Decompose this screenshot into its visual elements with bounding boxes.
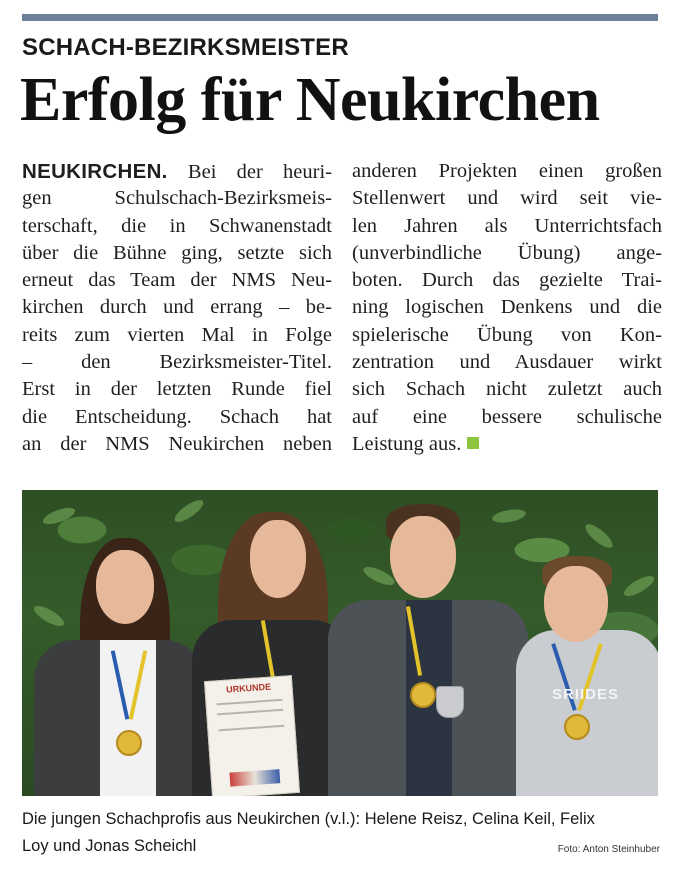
leaf [491, 507, 527, 525]
text-line: boten. Durch das gezielte Trai- [352, 269, 662, 292]
text-line: len Jahren als Unterrichtsfach [352, 214, 662, 237]
text-line: zentration und Ausdauer wirkt [352, 351, 662, 374]
face [544, 566, 608, 642]
text-line: kirchen durch und errang – be- [22, 296, 332, 319]
text-line: an der NMS Neukirchen neben [22, 432, 332, 455]
text-line: gen Schulschach-Bezirksmeis- [22, 187, 332, 210]
text-line: – den Bezirksmeister-Titel. [22, 351, 332, 374]
shirt-print: SRIIDES [552, 686, 620, 703]
article-column-1 [22, 158, 332, 458]
certificate-line [218, 725, 284, 732]
text-line: die Entscheidung. Schach hat [22, 405, 332, 428]
caption-line-2: Loy und Jonas Scheichl [22, 837, 197, 855]
text-fragment: Leistung aus. [352, 432, 462, 455]
face [96, 550, 154, 624]
certificate-flag [229, 769, 280, 786]
medal-icon [116, 730, 142, 756]
sweater [516, 630, 658, 796]
end-mark-icon [467, 437, 479, 449]
leaf [582, 520, 616, 551]
leaf [621, 572, 656, 599]
photo-credit: Foto: Anton Steinhuber [557, 844, 660, 855]
leaf [41, 505, 77, 528]
face [390, 516, 456, 598]
text-line: erneut das Team der NMS Neu- [22, 269, 332, 292]
face [250, 520, 306, 598]
medal-icon [564, 714, 590, 740]
team-photo [22, 490, 658, 796]
text-line: anderen Projekten einen großen [352, 160, 662, 182]
top-rule [22, 14, 658, 21]
article-kicker: SCHACH-BEZIRKSMEISTER [22, 34, 349, 61]
text-line: terschaft, die in Schwanenstadt [22, 214, 332, 237]
text-line: Erst in der letzten Runde fiel [22, 378, 332, 401]
medal-icon [410, 682, 436, 708]
article-lead: NEUKIRCHEN. [22, 160, 168, 183]
text-line: ning logischen Denkens und die [352, 296, 662, 319]
text-line: auf eine bessere schulische [352, 405, 662, 428]
text-line: sich Schach nicht zuletzt auch [352, 378, 662, 401]
text-line: reits zum vierten Mal in Folge [22, 323, 332, 346]
certificate-line [217, 699, 283, 706]
text-line: Stellenwert und wird seit vie- [352, 187, 662, 210]
article-headline: Erfolg für Neukirchen [20, 66, 600, 134]
text-line: (unverbindliche Übung) ange- [352, 241, 662, 264]
trophy-icon [436, 686, 464, 718]
text-line: spielerische Übung von Kon- [352, 323, 662, 346]
text-line [352, 431, 662, 458]
text-line: über die Bühne ging, setzte sich [22, 241, 332, 264]
text-line [22, 158, 332, 185]
leaf [172, 496, 207, 525]
caption-line-1: Die jungen Schachprofis aus Neukirchen (v.l.): Helene Reisz, Celina Keil, Felix [22, 810, 595, 828]
certificate-title: URKUNDE [225, 681, 272, 695]
leaf [31, 602, 66, 629]
certificate [204, 675, 300, 796]
text-fragment: Bei der heuri- [167, 161, 332, 183]
certificate-line [217, 709, 283, 716]
article-column-2 [352, 158, 662, 458]
